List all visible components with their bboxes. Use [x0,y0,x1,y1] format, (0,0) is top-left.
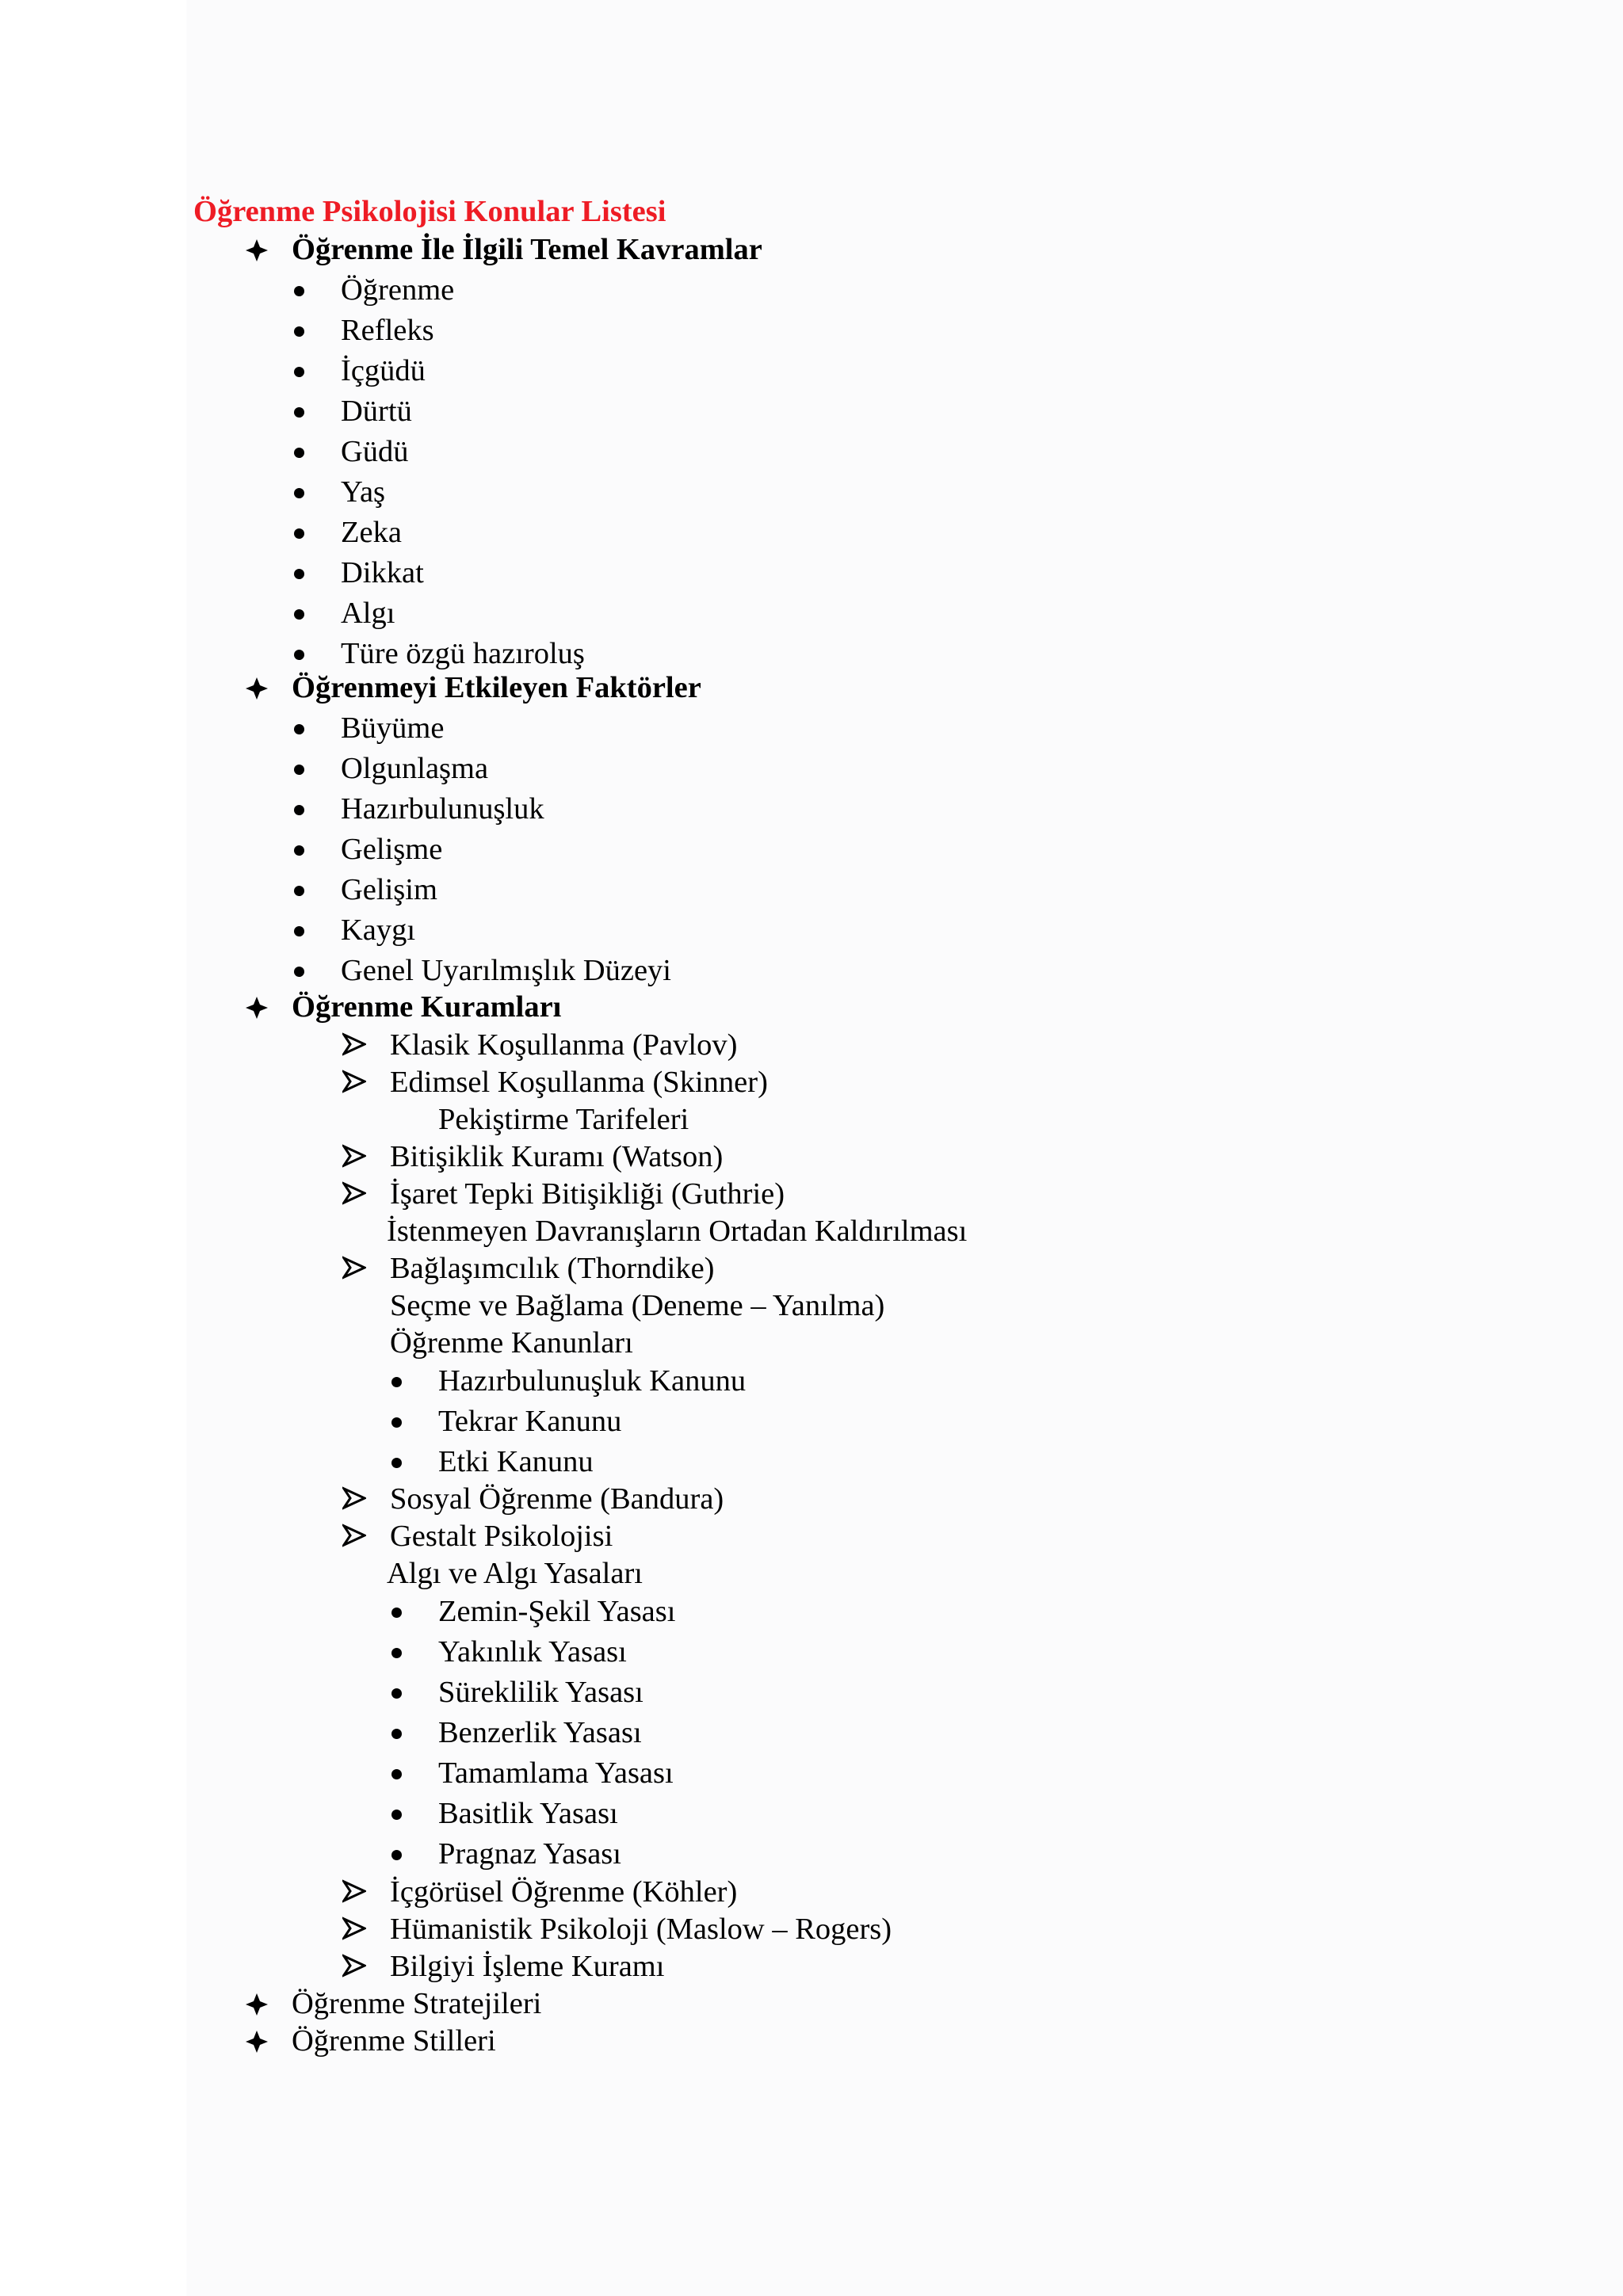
law-item: Basitlik Yasası [438,1797,618,1830]
arrow-bullet-icon [342,1486,366,1510]
bullet-icon [294,845,304,856]
theory-item: Bilgiyi İşleme Kuramı [390,1950,665,1983]
arrow-bullet-icon [342,1032,366,1056]
bullet-icon [294,765,304,775]
list-item: Gelişme [341,833,443,866]
arrow-bullet-icon [342,1917,366,1940]
law-item: Süreklilik Yasası [438,1676,643,1709]
law-item: Yakınlık Yasası [438,1635,627,1669]
section-heading-factors: Öğrenmeyi Etkileyen Faktörler [292,671,701,704]
list-item: Güdü [341,435,409,468]
arrow-bullet-icon [342,1524,366,1547]
bullet-icon [391,1729,402,1739]
theory-item: Bitişiklik Kuramı (Watson) [390,1140,724,1173]
theory-item: Hümanistik Psikoloji (Maslow – Rogers) [390,1913,892,1946]
section-heading-theories: Öğrenme Kuramları [292,990,562,1024]
bullet-icon [294,805,304,815]
theory-item: Edimsel Koşullanma (Skinner) [390,1066,768,1099]
theory-item: İşaret Tepki Bitişikliği (Guthrie) [390,1177,785,1211]
list-item: Dürtü [341,395,412,428]
bullet-icon [294,724,304,734]
list-item: Refleks [341,314,434,347]
law-item: Benzerlik Yasası [438,1716,642,1749]
bullet-icon [294,967,304,977]
bullet-icon [294,886,304,896]
theory-subitem: Seçme ve Bağlama (Deneme – Yanılma) [390,1289,885,1322]
theory-item: Bağlaşımcılık (Thorndike) [390,1252,715,1285]
arrow-bullet-icon [342,1954,366,1978]
diamond-bullet-icon [244,238,269,263]
bullet-icon [294,407,304,418]
bullet-icon [294,528,304,539]
theory-item: Gestalt Psikolojisi [390,1520,613,1553]
theory-item: İçgörüsel Öğrenme (Köhler) [390,1875,738,1909]
theory-subitem: İstenmeyen Davranışların Ortadan Kaldırılması [387,1215,968,1248]
law-item: Tekrar Kanunu [438,1405,622,1438]
bullet-icon [294,488,304,498]
list-item: Dikkat [341,556,424,589]
theory-item: Sosyal Öğrenme (Bandura) [390,1482,724,1516]
list-item: Hazırbulunuşluk [341,792,544,826]
theory-subitem: Algı ve Algı Yasaları [387,1557,643,1590]
list-item: Genel Uyarılmışlık Düzeyi [341,954,671,987]
diamond-bullet-icon [244,2029,269,2054]
list-item: Olgunlaşma [341,752,489,785]
theory-subitem: Öğrenme Kanunları [390,1326,633,1360]
arrow-bullet-icon [342,1879,366,1903]
bullet-icon [391,1377,402,1387]
law-item: Zemin-Şekil Yasası [438,1595,676,1628]
page-title: Öğrenme Psikolojisi Konular Listesi [193,195,666,228]
diamond-bullet-icon [244,1992,269,2017]
bullet-icon [391,1850,402,1860]
list-item: Zeka [341,516,402,549]
list-item: Algı [341,597,395,630]
list-item: Yaş [341,475,386,509]
law-item: Pragnaz Yasası [438,1837,621,1871]
theory-item: Klasik Koşullanma (Pavlov) [390,1028,738,1062]
arrow-bullet-icon [342,1181,366,1205]
arrow-bullet-icon [342,1070,366,1093]
bullet-icon [391,1458,402,1468]
arrow-bullet-icon [342,1256,366,1280]
list-item: Kaygı [341,913,416,947]
law-item: Tamamlama Yasası [438,1756,674,1790]
list-item: Gelişim [341,873,437,906]
list-item: Büyüme [341,711,445,745]
section-heading-strategies: Öğrenme Stratejileri [292,1987,542,2020]
law-item: Etki Kanunu [438,1445,594,1478]
bullet-icon [391,1417,402,1428]
bullet-icon [294,609,304,620]
bullet-icon [391,1608,402,1618]
bullet-icon [294,650,304,660]
bullet-icon [391,1648,402,1658]
bullet-icon [391,1769,402,1779]
bullet-icon [294,926,304,936]
diamond-bullet-icon [244,676,269,701]
law-item: Hazırbulunuşluk Kanunu [438,1364,747,1398]
list-item: Öğrenme [341,273,455,307]
bullet-icon [391,1688,402,1699]
theory-subitem: Pekiştirme Tarifeleri [438,1103,689,1136]
bullet-icon [294,286,304,296]
bullet-icon [294,569,304,579]
bullet-icon [391,1810,402,1820]
section-heading-styles: Öğrenme Stilleri [292,2024,496,2058]
bullet-icon [294,448,304,458]
bullet-icon [294,326,304,337]
diamond-bullet-icon [244,995,269,1020]
list-item: İçgüdü [341,354,426,387]
bullet-icon [294,367,304,377]
list-item: Türe özgü hazıroluş [341,637,585,670]
section-heading-basic-concepts: Öğrenme İle İlgili Temel Kavramlar [292,233,762,266]
arrow-bullet-icon [342,1144,366,1168]
